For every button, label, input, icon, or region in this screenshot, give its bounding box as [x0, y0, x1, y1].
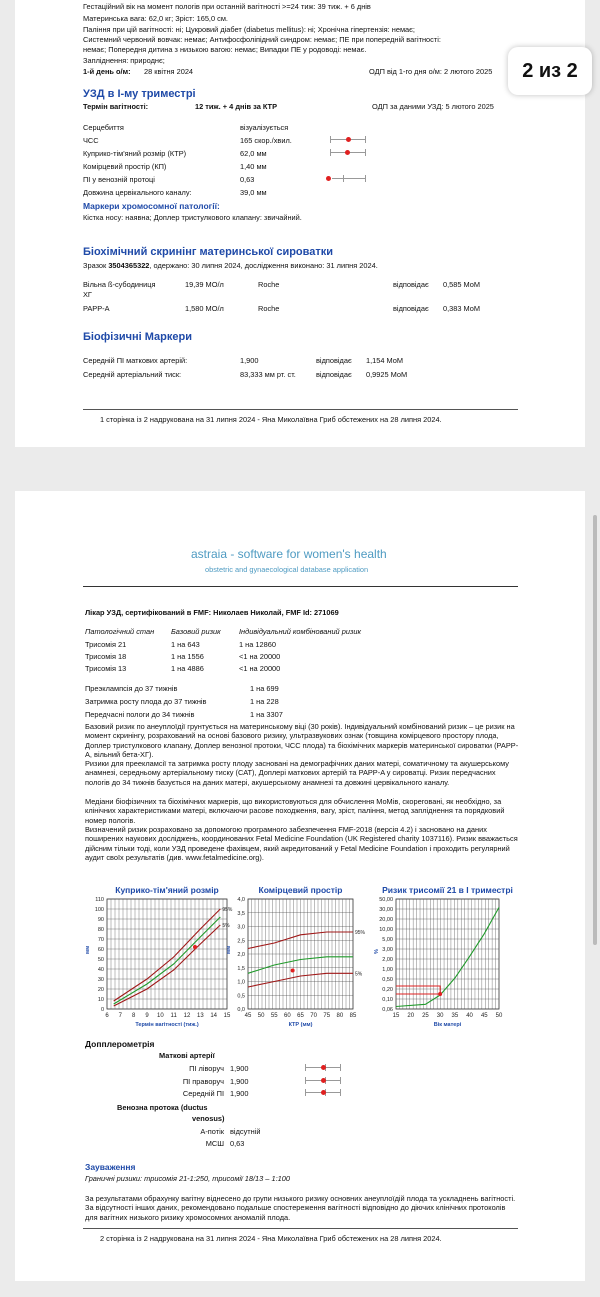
- doppler-title: Допплерометрія: [85, 1039, 155, 1049]
- y-tick-label: 0,06: [382, 1007, 393, 1013]
- biochem-mom: 0,383 МоМ: [443, 304, 481, 313]
- risk-header-cond: Патологічний стан: [85, 627, 155, 636]
- measure-value: 0,63: [240, 175, 255, 184]
- lmp-value: 28 квітня 2024: [144, 67, 194, 76]
- y-tick-label: 1,00: [382, 967, 393, 973]
- y-tick-label: 110: [95, 897, 104, 903]
- risk-header-ind: Індивідуальний комбінований ризик: [239, 627, 361, 636]
- measure-value: 39,0 мм: [240, 188, 267, 197]
- x-tick-label: 30: [436, 1013, 444, 1019]
- y-tick-label: 2,00: [382, 957, 393, 963]
- risk-cond: Трисомія 13: [85, 664, 127, 673]
- x-tick-label: 14: [210, 1013, 218, 1019]
- doppler-range-marker: [305, 1064, 341, 1071]
- footer-divider: [83, 1228, 518, 1229]
- biochem-lab: Roche: [258, 304, 280, 313]
- explanation-paragraph: Ризики для преекламсії та затримка росту плоду засновані на демографічних даних матері, соматичному та акушерському анамнезі, середньому артеріальному тиску (САТ), Доплері маткових артерій та PAPP-A у сироватці. Ризик передчасних пологів до 34 тижнів базується на даних матері, акушерському анамнезі та довжині цервікального каналу.: [85, 759, 509, 787]
- patient-point: [438, 992, 442, 996]
- doppler-label: ПІ ліворуч: [189, 1064, 224, 1073]
- screening-charts: [15, 881, 585, 1046]
- measure-label: Комірцевий простір (КП): [83, 162, 167, 171]
- doppler-label: Середній ПІ: [182, 1089, 224, 1098]
- x-tick-label: 45: [244, 1013, 252, 1019]
- pe-risk-val: 1 на 699: [250, 684, 279, 693]
- explanation-paragraph: Визначений ризик розраховано за допомогою програмного забезпечення FMF-2018 (версія 4.2) і засновано на даних поширених наукових досліджень, координованих Fetal Medicine Foundation (UK Registered charity 1037116). Ризик вважається дійсним тільки тоді, коли УЗД проведене фахівцем, який акредитований у Fetal Medicine Foundation і проходить регулярний аудит своїх результатів (див. www.fetalmedicine.org).: [85, 825, 518, 862]
- measure-label: Куприко-тім'яний розмір (КТР): [83, 149, 187, 158]
- y-tick-label: 20: [97, 987, 104, 993]
- explanation-paragraph: Медіани біофізичних та біохімічних маркерів, що використовуються для обчислення МоМів, скореговані, як необхідно, за клінічних характеристиками матері, включаючи расове походження, вагу, зріст, паління, метод запліднення та порядковий номер пологів.: [85, 797, 505, 825]
- page-footer: 1 сторінка із 2 надрукована на 31 липня 2024 - Яна Миколаївна Гриб обстежених на 28 липня 2024.: [100, 415, 442, 424]
- page-indicator: 2 из 2: [508, 47, 592, 95]
- y-tick-label: 1,0: [237, 979, 245, 986]
- risk-header-base: Базовий ризик: [171, 627, 221, 636]
- history-line-2: Системний червоний вовчак: немає; Антифосфоліпідний синдром: немає; ПЕ при попередній вагітності:: [83, 35, 441, 44]
- sample-info: Зразок 3504365322, одержано: 30 липня 2024, дослідження виконано: 31 липня 2024.: [83, 261, 378, 270]
- markers-text: Кістка носу: наявна; Доплер тристулкового клапану: звичайний.: [83, 213, 302, 222]
- x-axis-label: Термін вагітності (тиж.): [135, 1022, 199, 1028]
- measure-label: ЧСС: [83, 136, 99, 145]
- doctor-line: Лікар УЗД, сертифікований в FMF: Николаев Николай, FMF Id: 271069: [85, 608, 339, 617]
- venous-title-1: Венозна протока (ductus: [117, 1103, 208, 1112]
- biochem-lab: Roche: [258, 280, 280, 289]
- scrollbar[interactable]: [594, 0, 600, 1297]
- biophys-title: Біофізичні Маркери: [83, 331, 192, 343]
- y-axis-label: %: [374, 949, 380, 954]
- pe-risk-val: 1 на 228: [250, 697, 279, 706]
- astraia-logo-title: astraia - software for women's health: [191, 547, 387, 561]
- patient-point: [291, 969, 295, 973]
- doppler-range-marker: [305, 1089, 341, 1096]
- biochem-value: 1,580 МО/л: [185, 304, 224, 313]
- doppler-value: 1,900: [230, 1089, 249, 1098]
- doppler-range-marker: [305, 1077, 341, 1084]
- y-tick-label: 3,5: [237, 910, 245, 917]
- x-axis-label: КТР (мм): [288, 1022, 313, 1028]
- x-tick-label: 60: [284, 1013, 291, 1019]
- weight-height-line: Материнська вага: 62,0 кг; Зріст: 165,0 см.: [83, 14, 228, 23]
- series-label: 95%: [222, 907, 233, 913]
- risk-ind: 1 на 12860: [239, 640, 276, 649]
- x-tick-label: 6: [105, 1013, 109, 1019]
- biophys-value: 83,333 мм рт. ст.: [240, 370, 296, 379]
- x-tick-label: 12: [183, 1013, 191, 1019]
- biophys-corr: відповідає: [316, 370, 352, 379]
- y-tick-label: 10: [97, 997, 104, 1003]
- risk-base: 1 на 1556: [171, 652, 204, 661]
- biochem-title: Біохімічний скринінг материнської сироватки: [83, 246, 334, 258]
- header-divider: [83, 586, 518, 587]
- measure-value: візуалізується: [240, 123, 289, 132]
- y-tick-label: 90: [97, 917, 104, 923]
- explanation-paragraph: Базовий ризик по анеуплоїдії грунтується на материнському віці (30 років). Індивідуальний комбінований ризик – це ризик на момент скринінгу, розрахований на основі базового ризику, ультразвукових ознак (товщина комірцевого простору плода, Доплер тристулкового клапану, Доплер венозної протоки, ЧСС плода) та біохімічних маркерів материнської сироватки (PAPP-A, вільний бета-ХГ).: [85, 722, 519, 759]
- risk-ind: <1 на 20000: [239, 652, 281, 661]
- pe-risk-cond: Передчасні пологи до 34 тижнів: [85, 710, 195, 719]
- y-tick-label: 0,10: [382, 997, 393, 1003]
- series-label: 95%: [355, 930, 366, 936]
- chart-title: Комірцевий простір: [258, 885, 343, 895]
- measure-label: ПІ у венозній протоці: [83, 175, 155, 184]
- chart-title: Ризик трисомії 21 в І триместрі: [382, 885, 513, 895]
- history-line-1: Паління при цій вагітності: ні; Цукровий діабет (diabetus mellitus): ні; Хронічна гіпертензія: немає;: [83, 25, 415, 34]
- venous-title-2: venosus): [192, 1114, 225, 1123]
- chart-title: Куприко-тім'яний розмір: [115, 885, 219, 895]
- uterine-arteries-title: Маткові артерії: [159, 1051, 215, 1060]
- y-tick-label: 0,50: [382, 977, 393, 983]
- y-tick-label: 100: [94, 907, 104, 913]
- risk-base: 1 на 643: [171, 640, 200, 649]
- astraia-logo-subtitle: obstetric and gynaecological database application: [205, 565, 369, 574]
- biochem-name: Вільна ß-субодиниця: [83, 280, 156, 289]
- biophys-value: 1,900: [240, 356, 259, 365]
- y-tick-label: 4,0: [237, 897, 245, 903]
- x-tick-label: 11: [170, 1013, 177, 1019]
- y-tick-label: 3,00: [382, 947, 393, 953]
- footer-divider: [83, 409, 518, 410]
- y-tick-label: 3,0: [237, 924, 245, 931]
- conception-line: Запліднення: природнє;: [83, 56, 165, 65]
- y-tick-label: 5,00: [382, 937, 393, 943]
- x-tick-label: 20: [407, 1013, 415, 1019]
- series-label: 5%: [355, 971, 363, 978]
- y-tick-label: 0,20: [382, 987, 393, 993]
- y-tick-label: 1,5: [237, 965, 245, 972]
- dv-range-marker: [326, 175, 366, 182]
- x-tick-label: 25: [422, 1013, 429, 1019]
- lmp-label: 1-й день о/м:: [83, 67, 131, 76]
- doppler-label: ПІ праворуч: [182, 1077, 224, 1086]
- series-label: 5%: [222, 923, 230, 929]
- x-tick-label: 7: [118, 1013, 123, 1019]
- risk-base: 1 на 4886: [171, 664, 204, 673]
- biochem-name-2: ХГ: [83, 290, 92, 299]
- x-tick-label: 35: [451, 1013, 459, 1019]
- measure-value: 1,40 мм: [240, 162, 267, 171]
- notes-title: Зауваження: [85, 1162, 136, 1172]
- x-tick-label: 50: [257, 1013, 265, 1019]
- measure-label: Довжина цервікального каналу:: [83, 188, 192, 197]
- venous-label: МСШ: [205, 1139, 224, 1148]
- page-footer: 2 сторінка із 2 надрукована на 31 липня 2024 - Яна Миколаївна Гриб обстежених на 28 липня 2024.: [100, 1234, 442, 1243]
- x-tick-label: 13: [196, 1013, 204, 1019]
- notes-thresholds: Граничні ризики: трисомія 21-1:250, трисомії 18/13 – 1:100: [85, 1174, 290, 1183]
- report-page-2: [15, 491, 585, 1281]
- y-tick-label: 2,0: [237, 952, 245, 958]
- ga-value: 12 тиж. + 4 днів за КТР: [195, 102, 278, 111]
- biophys-name: Середній ПІ маткових артерій:: [83, 356, 188, 365]
- patient-point: [193, 945, 197, 949]
- pe-risk-cond: Затримка росту плода до 37 тижнів: [85, 697, 207, 706]
- y-tick-label: 0,0: [237, 1007, 245, 1013]
- x-tick-label: 65: [297, 1013, 304, 1019]
- y-tick-label: 60: [97, 947, 104, 953]
- venous-label: А-потік: [200, 1127, 224, 1136]
- risk-cond: Трисомія 21: [85, 640, 127, 649]
- markers-title: Маркери хромосомної патології:: [83, 201, 220, 211]
- history-line-3: немає; Попередня дитина з низькою вагою: немає; Випадки ПЕ у родоводі: немає.: [83, 45, 367, 54]
- y-tick-label: 0,5: [237, 993, 245, 1000]
- x-tick-label: 55: [270, 1013, 278, 1019]
- y-axis-label: мм: [226, 945, 232, 954]
- y-tick-label: 2,5: [237, 938, 245, 945]
- risk-ind: <1 на 20000: [239, 664, 281, 673]
- biophys-mom: 1,154 МоМ: [366, 356, 404, 365]
- y-tick-label: 50: [97, 957, 104, 963]
- x-tick-label: 85: [349, 1013, 357, 1019]
- risk-cond: Трисомія 18: [85, 652, 127, 661]
- conclusion-text: За результатами обрахунку вагітну віднесено до групи низького ризику основних анеуплоїдій плода та ускладнень вагітності. За відсутності інших даних, рекомендовано подальше спостереження вагітності відповідно до діючих клінічних протоколів для вагітних низького ризику хромосомних аномалій плода.: [85, 1194, 516, 1222]
- biophys-mom: 0,9925 МоМ: [366, 370, 408, 379]
- y-tick-label: 50,00: [379, 897, 393, 903]
- x-tick-label: 15: [223, 1013, 231, 1019]
- measure-label: Серцебиття: [83, 123, 124, 132]
- x-tick-label: 75: [323, 1013, 331, 1019]
- x-tick-label: 80: [336, 1013, 344, 1019]
- hr-range-marker: [330, 136, 366, 143]
- x-tick-label: 70: [310, 1013, 317, 1019]
- scrollbar-thumb[interactable]: [593, 515, 597, 945]
- measure-value: 62,0 мм: [240, 149, 267, 158]
- x-tick-label: 10: [156, 1013, 164, 1019]
- y-tick-label: 70: [97, 937, 104, 943]
- biophys-corr: відповідає: [316, 356, 352, 365]
- edd-lmp: ОДП від 1-го дня о/м: 2 лютого 2025: [369, 67, 493, 76]
- report-page-1: [15, 0, 585, 447]
- y-tick-label: 30,00: [379, 907, 393, 913]
- x-tick-label: 9: [145, 1013, 149, 1019]
- biochem-name: PAPP-A: [83, 304, 110, 313]
- venous-value: відсутній: [230, 1127, 261, 1136]
- y-tick-label: 30: [97, 977, 104, 983]
- y-tick-label: 0: [100, 1007, 104, 1013]
- doppler-value: 1,900: [230, 1077, 249, 1086]
- venous-value: 0,63: [230, 1139, 245, 1148]
- y-tick-label: 40: [97, 967, 104, 973]
- x-tick-label: 40: [466, 1013, 473, 1019]
- pe-risk-val: 1 на 3307: [250, 710, 283, 719]
- x-tick-label: 8: [131, 1013, 136, 1019]
- x-axis-label: Вік матері: [433, 1022, 462, 1028]
- biochem-corr: відповідає: [393, 280, 429, 289]
- prev-pregnancy-line: Гестаційний вік на момент пологів при останній вагітності >=24 тиж: 39 тиж. + 6 днів: [83, 2, 371, 11]
- measure-value: 165 скор./хвил.: [240, 136, 292, 145]
- y-tick-label: 80: [97, 927, 104, 933]
- y-tick-label: 20,00: [379, 917, 393, 923]
- x-tick-label: 45: [480, 1013, 488, 1019]
- pe-risk-cond: Преэклампсія до 37 тижнів: [85, 684, 178, 693]
- biochem-value: 19,39 МО/л: [185, 280, 224, 289]
- x-tick-label: 15: [392, 1013, 400, 1019]
- ga-label: Термін вагітності:: [83, 102, 149, 111]
- biophys-name: Середній артеріальний тиск:: [83, 370, 182, 379]
- y-tick-label: 10,00: [379, 927, 393, 933]
- x-tick-label: 50: [495, 1013, 503, 1019]
- edd-us: ОДП за даними УЗД: 5 лютого 2025: [372, 102, 494, 111]
- crl-range-marker: [330, 149, 366, 156]
- biochem-corr: відповідає: [393, 304, 429, 313]
- us-first-trimester-title: УЗД в І-му триместрі: [83, 88, 196, 100]
- y-axis-label: мм: [85, 945, 91, 954]
- doppler-value: 1,900: [230, 1064, 249, 1073]
- biochem-mom: 0,585 МоМ: [443, 280, 481, 289]
